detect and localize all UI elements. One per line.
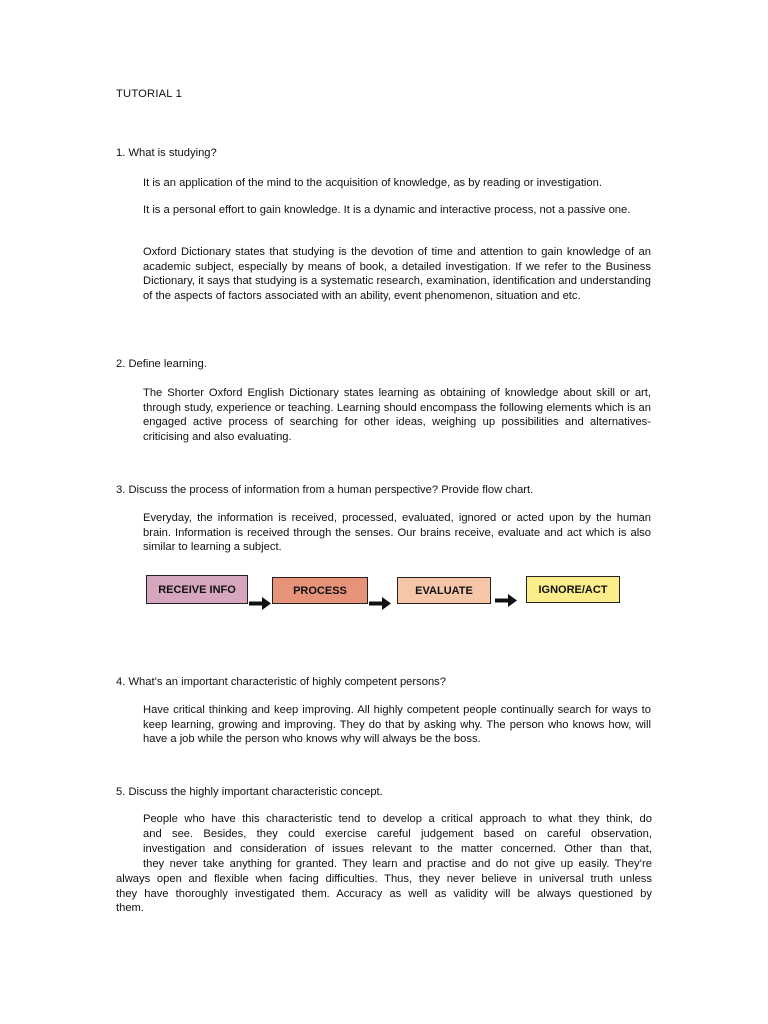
q1-paragraph-1: It is an application of the mind to the acquisition of knowledge, as by reading or investigation. bbox=[143, 177, 602, 189]
q1-paragraph-3: Oxford Dictionary states that studying is the devotion of time and attention to gain knowledge of an academic subject, especially by means of book, a detailed investigation. If we refer to the Business Dictionary, it says that studying is a systematic research, examination, identification and understanding of the aspects of factors associated with an ability, event phenomenon, situation and etc. bbox=[143, 246, 651, 302]
arrow-right-icon bbox=[369, 597, 393, 611]
question-3: 3. Discuss the process of information from a human perspective? Provide flow chart. bbox=[116, 484, 534, 496]
q5-line: they have thoroughly investigated them. Accuracy as well as validity will be always questioned by bbox=[116, 887, 652, 900]
q4-paragraph-1: Have critical thinking and keep improving. All highly competent people continually search for ways to keep learning, growing and improving. They do that by asking why. The person who knows how, will have a job while the person who knows why will always be the boss. bbox=[143, 704, 651, 746]
question-1: 1. What is studying? bbox=[116, 147, 217, 159]
arrow-right-icon bbox=[495, 594, 519, 608]
flow-box-ignore-act: IGNORE/ACT bbox=[526, 576, 620, 603]
q5-line: and see. Besides, they could exercise careful judgement based on careful observation, bbox=[143, 827, 652, 840]
question-2: 2. Define learning. bbox=[116, 358, 207, 370]
flow-box-evaluate: EVALUATE bbox=[397, 577, 491, 604]
flow-box-receive-info: RECEIVE INFO bbox=[146, 575, 248, 604]
question-4: 4. What’s an important characteristic of highly competent persons? bbox=[116, 676, 446, 688]
q5-line: them. bbox=[116, 902, 144, 915]
q5-line: investigation and consideration of issues relevant to the matter concerned. Other than that, bbox=[143, 842, 652, 855]
arrow-right-icon bbox=[249, 597, 273, 611]
q5-paragraph-1 bbox=[116, 812, 652, 916]
q3-paragraph-1: Everyday, the information is received, processed, evaluated, ignored or acted upon by the human brain. Information is received through the senses. Our brains receive, evaluate and act which is also similar to learning a subject. bbox=[143, 512, 651, 554]
q5-line: People who have this characteristic tend to develop a critical approach to what they think, do bbox=[143, 813, 652, 825]
q1-paragraph-2: It is a personal effort to gain knowledge. It is a dynamic and interactive process, not a passive one. bbox=[143, 204, 631, 216]
q5-line: always open and flexible when facing difficulties. Thus, they never believe in universal truth unless bbox=[116, 872, 652, 885]
document-title: TUTORIAL 1 bbox=[116, 88, 183, 100]
question-5: 5. Discuss the highly important characteristic concept. bbox=[116, 786, 383, 798]
q5-line: they never take anything for granted. They learn and practise and do not give up easily. They’re bbox=[143, 857, 652, 870]
flow-box-process: PROCESS bbox=[272, 577, 368, 604]
q2-paragraph-1: The Shorter Oxford English Dictionary states learning as obtaining of knowledge about skill or art, through study, experience or teaching. Learning should encompass the following elements which is an engaged active process of searching for other ideas, weighing up possibilities and alternatives-criticising and also evaluating. bbox=[143, 387, 651, 443]
